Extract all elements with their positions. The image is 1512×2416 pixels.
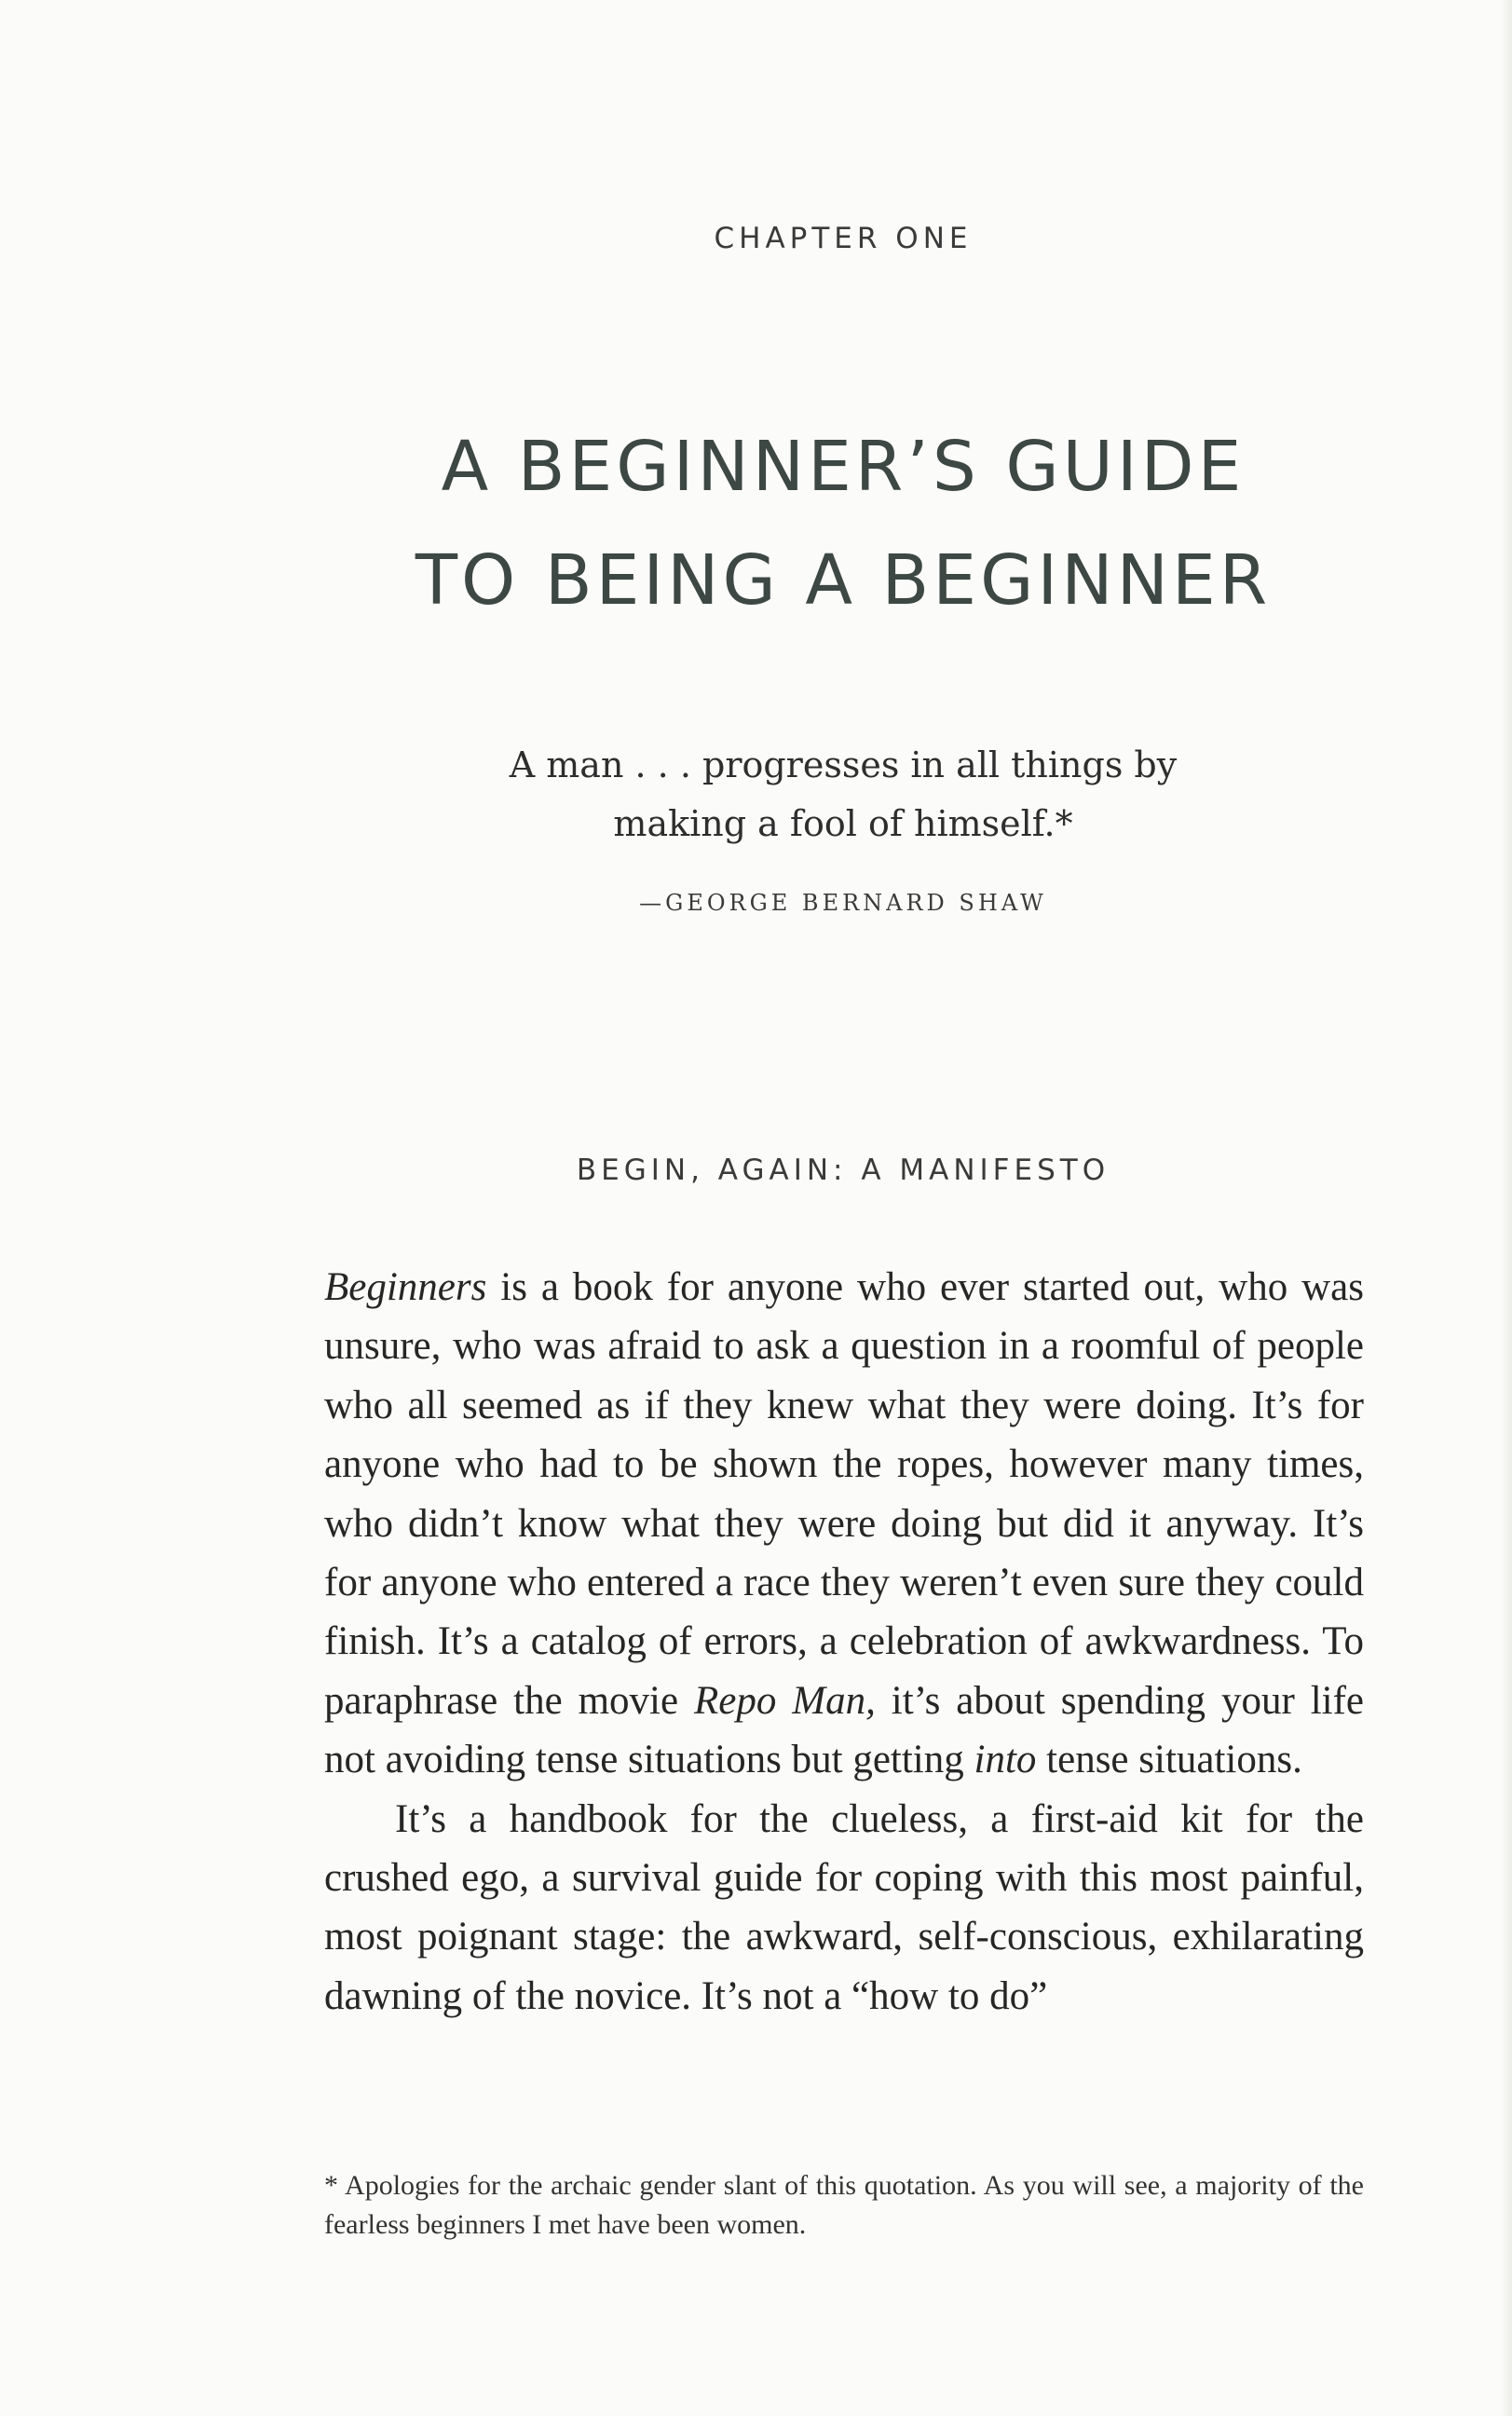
emphasis-into: into [974, 1738, 1037, 1782]
book-title-italic: Beginners [324, 1265, 487, 1309]
chapter-title-line-2: TO BEING A BEGINNER [415, 540, 1272, 621]
page-edge [1501, 0, 1512, 2416]
footnote: * Apologies for the archaic gender slant of this quotation. As you will see, a majority of the fearless beginners I met have been women. [324, 2170, 1364, 2240]
movie-title-italic: Repo Man, [694, 1678, 876, 1723]
epigraph-line-1: A man . . . progresses in all things by [509, 744, 1178, 785]
chapter-label: CHAPTER ONE [714, 222, 973, 255]
epigraph-attribution: —GEORGE BERNARD SHAW [639, 890, 1047, 916]
paragraph-1-text-a: is a book for anyone who ever started out, who was unsure, who was afraid to ask a question in a roomful of people who all seemed as if they knew what they were doing. It’s for anyone who had to be shown the ropes, however many times, who didn’t know what they were doing but did it anyway. It’s for anyone who entered a race they weren’t even sure they could finish. It’s a catalog of errors, a celebration of awkwardness. To paraphrase the movie [324, 1265, 1364, 1723]
paragraph-1-text-c: tense situations. [1036, 1738, 1302, 1782]
chapter-title-line-1: A BEGINNER’S GUIDE [441, 427, 1246, 507]
body-paragraph-1 [324, 1258, 1364, 1790]
body-text [324, 1258, 1364, 2026]
epigraph-line-2: making a fool of himself.* [613, 803, 1073, 844]
chapter-title [0, 410, 1512, 637]
body-paragraph-2: It’s a handbook for the clueless, a first-aid kit for the crushed ego, a survival guide for coping with this most painful, most poignant stage: the awkward, self-conscious, exhilarating dawning of the novice. It’s not a “how to do” [324, 1796, 1364, 2018]
paragraph-1-text-b: it’s about spending your life not avoiding tense situations but getting [324, 1678, 1365, 1782]
epigraph-quote [0, 736, 1512, 853]
section-heading: BEGIN, AGAIN: A MANIFESTO [576, 1153, 1110, 1187]
